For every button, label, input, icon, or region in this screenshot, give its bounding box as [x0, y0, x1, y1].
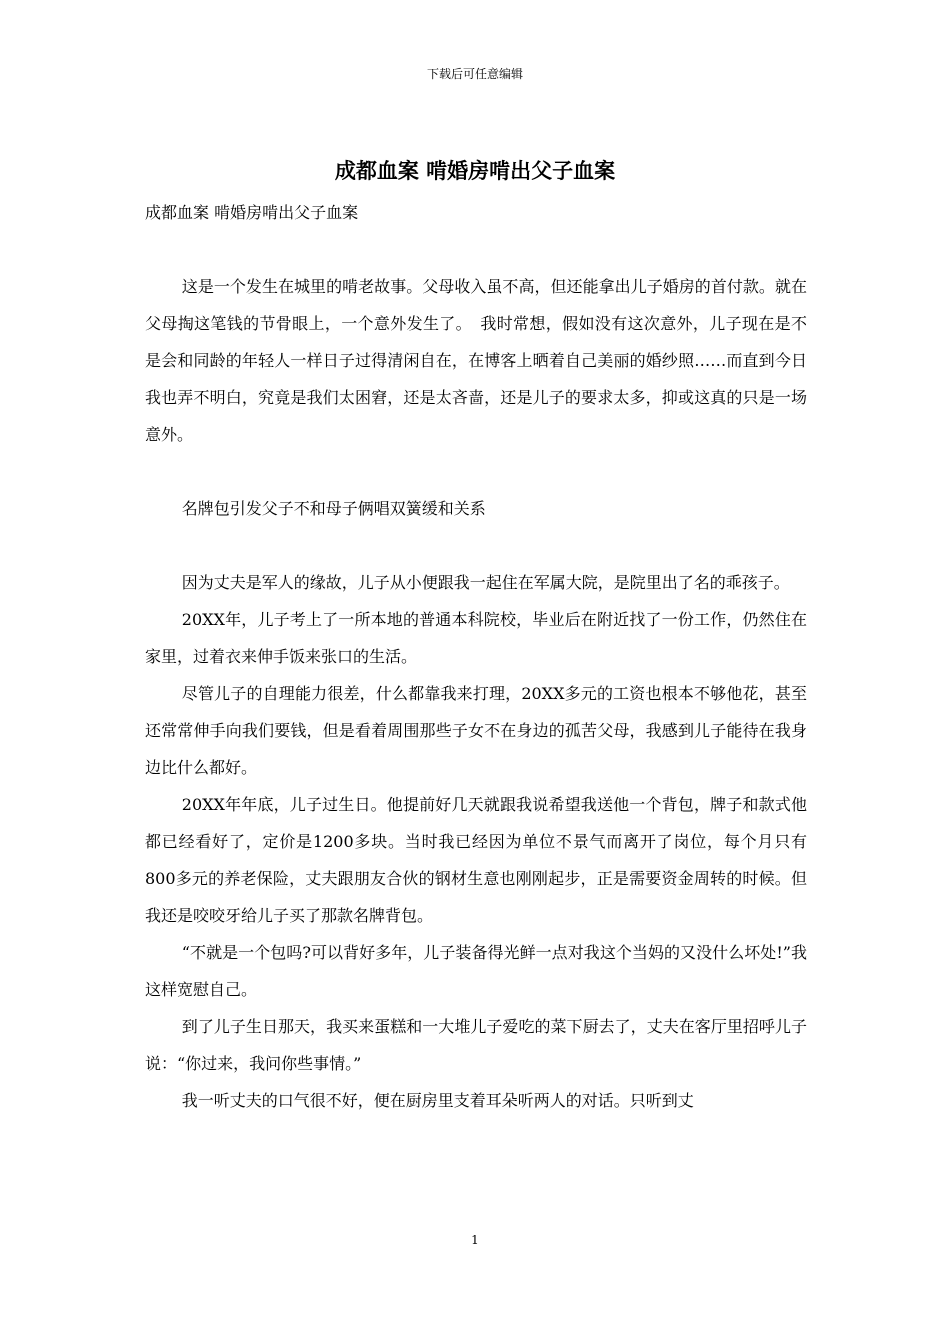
paragraph: “不就是一个包吗?可以背好多年，儿子装备得光鲜一点对我这个当妈的又没什么坏处!”我这样宽慰自己。	[145, 943, 807, 999]
paragraph: 因为丈夫是军人的缘故，儿子从小便跟我一起住在军属大院，是院里出了名的乖孩子。	[181, 573, 790, 592]
header-note: 下载后可任意编辑	[426, 67, 523, 81]
paragraph: 20XX年，儿子考上了一所本地的普通本科院校，毕业后在附近找了一份工作，仍然住在家里，过着衣来伸手饭来张口的生活。	[145, 610, 807, 666]
paragraph: 到了儿子生日那天，我买来蛋糕和一大堆儿子爱吃的菜下厨去了，丈夫在客厅里招呼儿子说：“你过来，我问你些事情。”	[145, 1017, 807, 1073]
section-heading: 名牌包引发父子不和母子俩唱双簧缓和关系	[181, 499, 486, 518]
paragraph: 20XX年年底，儿子过生日。他提前好几天就跟我说希望我送他一个背包，牌子和款式他都已经看好了，定价是1200多块。当时我已经因为单位不景气而离开了岗位，每个月只有800多元的养老保险，丈夫跟朋友合伙的钢材生意也刚刚起步，正是需要资金周转的时候。但我还是咬咬牙给儿子买了那款名牌背包。	[145, 795, 807, 925]
paragraph-intro: 这是一个发生在城里的啃老故事。父母收入虽不高，但还能拿出儿子婚房的首付款。就在父母掏这笔钱的节骨眼上，一个意外发生了。 我时常想，假如没有这次意外，儿子现在是不是会和同龄的年轻人一样日子过得清闲自在，在博客上晒着自己美丽的婚纱照……而直到今日我也弄不明白，究竟是我们太困窘，还是太吝啬，还是儿子的要求太多，抑或这真的只是一场意外。	[145, 277, 807, 444]
document-body	[145, 194, 807, 1119]
paragraph: 我一听丈夫的口气很不好，便在厨房里支着耳朵听两人的对话。只听到丈	[181, 1091, 694, 1110]
document-subtitle: 成都血案 啃婚房啃出父子血案	[145, 203, 359, 222]
document-title: 成都血案 啃婚房啃出父子血案	[334, 158, 616, 183]
page-number: 1	[471, 1233, 479, 1247]
paragraph: 尽管儿子的自理能力很差，什么都靠我来打理，20XX多元的工资也根本不够他花，甚至还常常伸手向我们要钱，但是看着周围那些子女不在身边的孤苦父母，我感到儿子能待在我身边比什么都好。	[145, 684, 807, 777]
